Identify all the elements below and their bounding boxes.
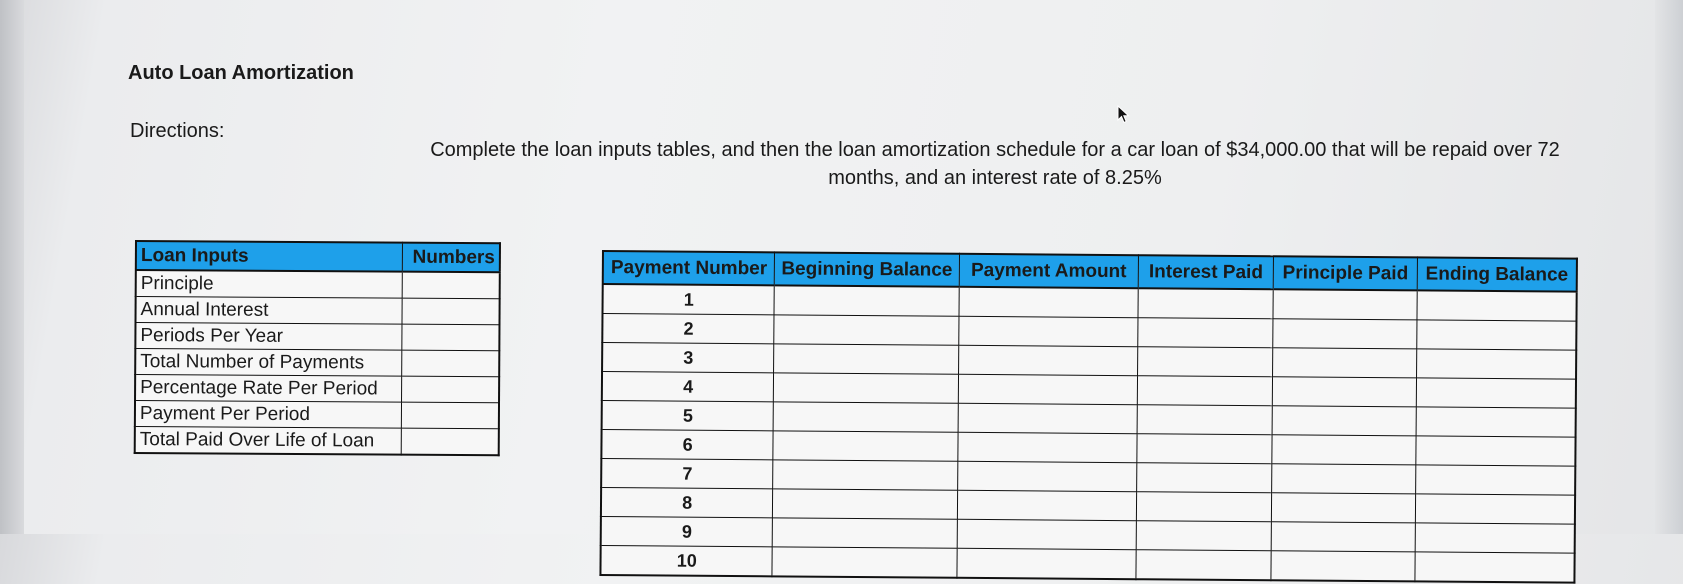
payment-amount-cell[interactable]	[958, 316, 1138, 346]
input-label: Annual Interest	[135, 297, 402, 325]
directions-label: Directions:	[130, 120, 225, 142]
payment-amount-cell[interactable]	[958, 374, 1138, 404]
payment-amount-cell[interactable]	[957, 461, 1137, 491]
table-row	[135, 427, 499, 456]
input-label: Total Paid Over Life of Loan	[135, 427, 402, 455]
payment-amount-cell[interactable]	[957, 519, 1137, 549]
principle-paid-cell[interactable]	[1272, 435, 1416, 465]
beginning-balance-cell[interactable]	[774, 315, 958, 345]
ending-balance-cell[interactable]	[1415, 494, 1575, 524]
input-label: Principle	[136, 270, 403, 298]
interest-paid-cell[interactable]	[1137, 463, 1272, 493]
input-value-cell[interactable]	[402, 324, 500, 351]
payment-number-header: Payment Number	[603, 251, 775, 285]
input-label: Percentage Rate Per Period	[135, 375, 402, 403]
ending-balance-cell[interactable]	[1415, 523, 1575, 553]
payment-number-cell: 8	[601, 488, 773, 518]
payment-number-cell: 10	[600, 545, 772, 576]
payment-number-cell: 4	[602, 372, 774, 402]
directions-text	[400, 136, 1590, 192]
principle-paid-cell[interactable]	[1272, 377, 1416, 407]
beginning-balance-cell[interactable]	[773, 460, 957, 490]
beginning-balance-cell[interactable]	[774, 373, 958, 403]
mouse-pointer-icon	[1117, 105, 1131, 125]
interest-paid-cell[interactable]	[1136, 550, 1271, 581]
table-row	[135, 375, 499, 403]
ending-balance-cell[interactable]	[1416, 378, 1576, 408]
beginning-balance-cell[interactable]	[773, 489, 957, 519]
table-row	[136, 270, 500, 299]
interest-paid-cell[interactable]	[1138, 288, 1273, 319]
interest-paid-header: Interest Paid	[1138, 255, 1273, 289]
payment-number-cell: 1	[603, 284, 775, 315]
payment-amount-cell[interactable]	[957, 548, 1137, 579]
principle-paid-header: Principle Paid	[1273, 256, 1417, 290]
input-value-cell[interactable]	[402, 376, 500, 403]
principle-paid-cell[interactable]	[1271, 522, 1415, 552]
input-label: Payment Per Period	[135, 401, 402, 429]
payment-amount-cell[interactable]	[959, 287, 1139, 318]
ending-balance-cell[interactable]	[1416, 407, 1576, 437]
interest-paid-cell[interactable]	[1137, 492, 1272, 522]
principle-paid-cell[interactable]	[1271, 493, 1415, 523]
numbers-header: Numbers	[402, 243, 500, 273]
ending-balance-cell[interactable]	[1417, 349, 1577, 379]
payment-number-cell: 5	[602, 401, 774, 431]
page-title: Auto Loan Amortization	[128, 62, 354, 84]
directions-line-2: months, and an interest rate of 8.25%	[828, 167, 1162, 189]
beginning-balance-cell[interactable]	[774, 285, 958, 316]
beginning-balance-cell[interactable]	[773, 431, 957, 461]
principle-paid-cell[interactable]	[1272, 464, 1416, 494]
payment-amount-cell[interactable]	[957, 490, 1137, 520]
ending-balance-cell[interactable]	[1417, 320, 1577, 350]
input-label: Periods Per Year	[135, 323, 402, 351]
interest-paid-cell[interactable]	[1137, 376, 1272, 406]
interest-paid-cell[interactable]	[1137, 405, 1272, 435]
ending-balance-cell[interactable]	[1417, 290, 1577, 321]
beginning-balance-header: Beginning Balance	[775, 252, 960, 286]
principle-paid-cell[interactable]	[1273, 319, 1417, 349]
ending-balance-cell[interactable]	[1416, 436, 1576, 466]
table-row	[600, 545, 1574, 582]
principle-paid-cell[interactable]	[1271, 551, 1415, 582]
input-value-cell[interactable]	[402, 272, 500, 299]
beginning-balance-cell[interactable]	[772, 547, 956, 578]
interest-paid-cell[interactable]	[1137, 434, 1272, 464]
left-frame-edge	[0, 0, 24, 534]
beginning-balance-cell[interactable]	[773, 402, 957, 432]
table-row	[135, 349, 499, 377]
principle-paid-cell[interactable]	[1273, 289, 1417, 320]
ending-balance-header: Ending Balance	[1417, 257, 1577, 291]
right-frame-edge	[1655, 0, 1683, 534]
principle-paid-cell[interactable]	[1273, 348, 1417, 378]
loan-inputs-header-row	[136, 241, 500, 272]
payment-number-cell: 2	[602, 314, 774, 344]
payment-number-cell: 6	[601, 430, 773, 460]
table-row	[135, 297, 499, 325]
payment-amount-header: Payment Amount	[959, 254, 1139, 288]
principle-paid-cell[interactable]	[1272, 406, 1416, 436]
payment-number-cell: 7	[601, 459, 773, 489]
beginning-balance-cell[interactable]	[774, 344, 958, 374]
table-row	[135, 401, 499, 429]
payment-amount-cell[interactable]	[958, 432, 1138, 462]
interest-paid-cell[interactable]	[1138, 347, 1273, 377]
input-value-cell[interactable]	[402, 298, 500, 325]
loan-inputs-header: Loan Inputs	[136, 241, 403, 272]
directions-line-1: Complete the loan inputs tables, and then the loan amortization schedule for a car loan of $34,000.00 that will be repaid over 72	[430, 139, 1560, 161]
interest-paid-cell[interactable]	[1138, 318, 1273, 348]
payment-number-cell: 3	[602, 343, 774, 373]
payment-amount-cell[interactable]	[958, 345, 1138, 375]
ending-balance-cell[interactable]	[1415, 552, 1575, 583]
beginning-balance-cell[interactable]	[773, 518, 957, 548]
input-value-cell[interactable]	[402, 350, 500, 377]
ending-balance-cell[interactable]	[1416, 465, 1576, 495]
interest-paid-cell[interactable]	[1136, 521, 1271, 551]
input-value-cell[interactable]	[401, 402, 499, 429]
input-label: Total Number of Payments	[135, 349, 402, 377]
loan-inputs-table	[134, 240, 501, 456]
table-row	[135, 323, 499, 351]
input-value-cell[interactable]	[401, 428, 499, 455]
payment-amount-cell[interactable]	[958, 403, 1138, 433]
payment-number-cell: 9	[601, 516, 773, 546]
